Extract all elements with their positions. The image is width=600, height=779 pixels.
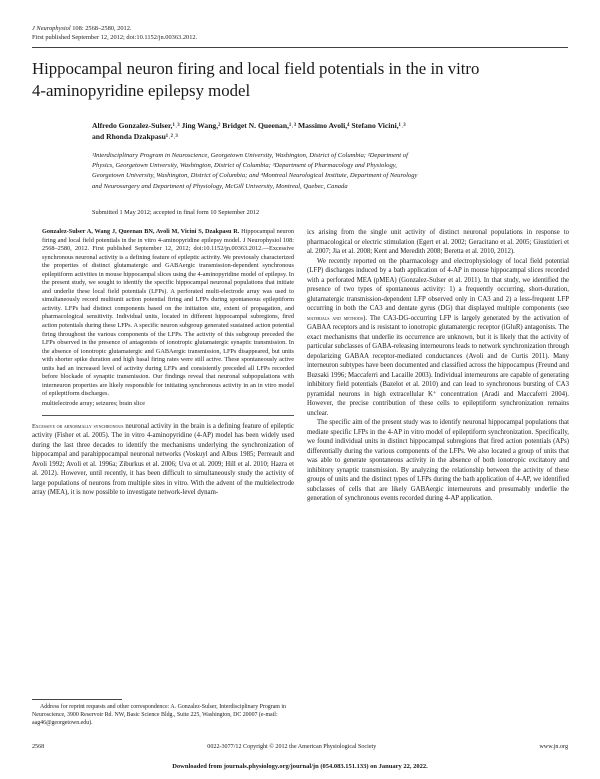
right-column: [307, 228, 569, 504]
page-number: 2568: [32, 744, 45, 750]
journal-header: [32, 24, 197, 42]
title-rule: [32, 47, 568, 48]
author-line-2: and Rhonda Dzakpasu¹˒²˒³: [92, 131, 178, 141]
citation-line: [32, 24, 197, 33]
copyright: 0022-3077/12 Copyright © 2012 the American Physiological Society: [207, 744, 377, 750]
keywords: multielectrode array; seizures; brain slice: [42, 399, 146, 407]
title-line-1: Hippocampal neuron firing and local field potentials in the in vitro: [32, 59, 480, 78]
paragraph-2-a: We recently reported on the pharmacology and electrophysiology of local field potential (LFP) discharges induced by a bath application of 4-AP in mouse hippocampal slices recorded with a perforated MEA (pMEA) (Gonzalez-Sulser et al. 2011). In that study, we identified the presence of two types of spontaneous activity: 1) a frequently occurring, short-duration, glutamatergic transmission-dependent LFP observed only in CA3 and 2) a less-frequent LFP occurring in both the CA3 and dentate gyrus (DG) that displayed multiple components (see: [307, 257, 569, 312]
affiliation-line-3: Georgetown University, Washington, District of Columbia; and ⁴Montreal Neurological Institute, Department of Neurology: [92, 172, 418, 180]
correspondence-footnote: Address for reprint requests and other correspondence: A. Gonzalez-Sulser, Interdisciplinary Program in Neuroscience, 3900 Reservoir Rd. NW, Basic Science Bldg., Suite 225, Washington, DC 20007 (e-mail: aag46@georgetown.edu).: [32, 704, 286, 727]
intro-paragraph: [32, 422, 294, 498]
abstract-citation: Gonzalez-Sulser A, Wang J, Queenan BN, Avoli M, Vicini S, Dzakpasu R.: [42, 228, 240, 235]
left-column: [32, 228, 294, 498]
intro-lead: Excessive or abnormally synchronous: [32, 422, 124, 430]
journal-citation: 108: 2568–2580, 2012.: [70, 25, 132, 32]
page-footer: [32, 744, 568, 750]
intro-text: neuronal activity in the brain is a defining feature of epileptic activity (Fisher et al. 2005). The in vitro 4-aminopyridine (4-AP) model has been widely used during the last three decades to identify the mechanisms underlying the synchronization of hippocampal and parahippocampal neuronal networks (Voskuyl and Albus 1985; Perreault and Avoli 1992; Avoli et al. 1996a; Ziburkus et al. 2006; Uva et al. 2009; Hill et al. 2010; Hazra et al. 2012). However, until recently, it has been difficult to simultaneously study the activity of large populations of neurons from multiple sites in vitro. With the advent of the multielectrode array (MEA), it is now possible to investigate network-level dynam-: [32, 422, 294, 497]
journal-name: J Neurophysiol: [32, 25, 71, 32]
submission-dates: Submitted 1 May 2012; accepted in final form 10 September 2012: [92, 209, 260, 216]
affiliations: [92, 151, 570, 192]
abstract: [32, 228, 294, 399]
published-line: First published September 12, 2012; doi:10.1152/jn.00363.2012.: [32, 34, 198, 41]
affiliation-line-4: and Neurosurgery and Department of Physiology, McGill University, Montreal, Quebec, Canada: [92, 182, 348, 190]
author-line-1: Alfredo Gonzalez-Sulser,¹˒³ Jing Wang,² Bridget N. Queenan,¹˒³ Massimo Avoli,⁴ Stefano Vicini,¹˒³: [92, 121, 406, 130]
download-notice: Downloaded from journals.physiology.org/journal/jn (054.083.151.133) on January 22, 2022.: [172, 763, 428, 770]
footnote-rule: [32, 699, 122, 700]
abstract-text: Hippocampal neuron firing and local field potentials in the in vitro 4-aminopyridine epilepsy model. J Neurophysiol 108: 2568–2580, 2012. First published September 12, 2012; doi:10.1152/jn.00363.2012.—Excessive synchronous neuronal activity is a defining feature of epileptic activity. We previously characterized the properties of distinct glutamatergic and GABAergic transmission-dependent synchronous epileptiform activities in mouse hippocampal slices using the 4-aminopyridine model of epilepsy. In the present study, we sought to identify the specific hippocampal neuronal populations that initiate and underlie these local field potentials (LFPs). A perforated multi-electrode array was used to simultaneously record multiunit action potential firing and LFPs during spontaneous epileptiform activity. LFPs had distinct components based on the initiation site, extent of propagation, and pharmacological sensitivity. Individual units, located in different hippocampal subregions, fired action potentials during these LFPs. A specific neuron subgroup generated sustained action potential firing throughout the various components of the LFPs. The activity of this subgroup preceded the LFPs observed in the presence of antagonists of ionotropic glutamatergic synaptic transmission. In the absence of ionotropic glutamatergic and GABAergic transmission, LFPs disappeared, but units with shorter spike duration and high basal firing rates were still active. These spontaneously active units had an increased level of activity during LFPs and consistently preceded all LFPs recorded before blockade of synaptic transmission. Our findings reveal that neuronal subpopulations with interneuron properties are likely responsible for initiating synchronous activity in an in vitro model of epileptiform discharges.: [42, 228, 294, 398]
keywords-rule: [42, 415, 294, 416]
article-title: [32, 58, 552, 102]
methods-ref: materials and methods: [307, 314, 364, 322]
paragraph-2-b: ). The CA3-DG-occurring LFP is largely generated by the activation of GABAA receptors and is resistant to ionotropic glutamatergic receptor (iGluR) antagonists. The exact mechanisms that underlie its occurrence are unknown, but it is likely that the activity of particular subclasses of GABA-releasing interneurons leads to network synchronization through depolarizing GABAA receptor-mediated conductances (Avoli and de Curtis 2011). Many interneuron subtypes have been documented and classified across the hippocampus (Freund and Buzsaki 1996; Maccaferri and Lacaille 2003). Individual interneurons are capable of generating inhibitory field potentials (Bazelot et al. 2010) and can lead to synchronous bursting of CA3 pyramidal neurons in high extracellular K⁺ concentration (Aradi and Maccaferri 2004). However, the precise contribution of these cells to epileptiform synchronization remains unclear.: [307, 314, 569, 417]
journal-website: www.jn.org: [539, 744, 568, 750]
paragraph-1: ics arising from the single unit activity of distinct neuronal populations in response to pharmacological or electric stimulation (Egert et al. 2002; Geracitano et al. 2005; Giustizieri et al. 2007; Jia et al. 2008; Kent and Meredith 2008; Beretta et al. 2010, 2012).: [307, 229, 569, 255]
author-list: [92, 121, 568, 142]
paragraph-3: The specific aim of the present study was to identify neuronal hippocampal populations that mediate specific LFPs in the 4-AP in vitro model of epileptiform synchronization. Specifically, we found individual units in distinct hippocampal subregions that fired action potentials (APs) differentially during the various components of the LFPs. We also located a group of units that was able to generate spontaneous activity in the absence of both ionotropic excitatory and inhibitory synaptic transmission. By analyzing the relationship between the activity of these groups of units and the distinct types of LFPs during the bath application of 4-AP, we identified subclasses of cells that are likely GABAergic interneurons and presumably underlie the generation of synchronous events recorded during 4-AP application.: [307, 419, 569, 502]
affiliation-line-1: ¹Interdisciplinary Program in Neuroscience, Georgetown University, Washington, District of Columbia; ²Department of: [92, 152, 408, 159]
title-line-2: 4-aminopyridine epilepsy model: [32, 81, 251, 100]
affiliation-line-2: Physics, Georgetown University, Washington, District of Columbia; ³Department of Pharmacology and Physiology,: [92, 162, 397, 170]
paragraph-2: [307, 257, 569, 419]
